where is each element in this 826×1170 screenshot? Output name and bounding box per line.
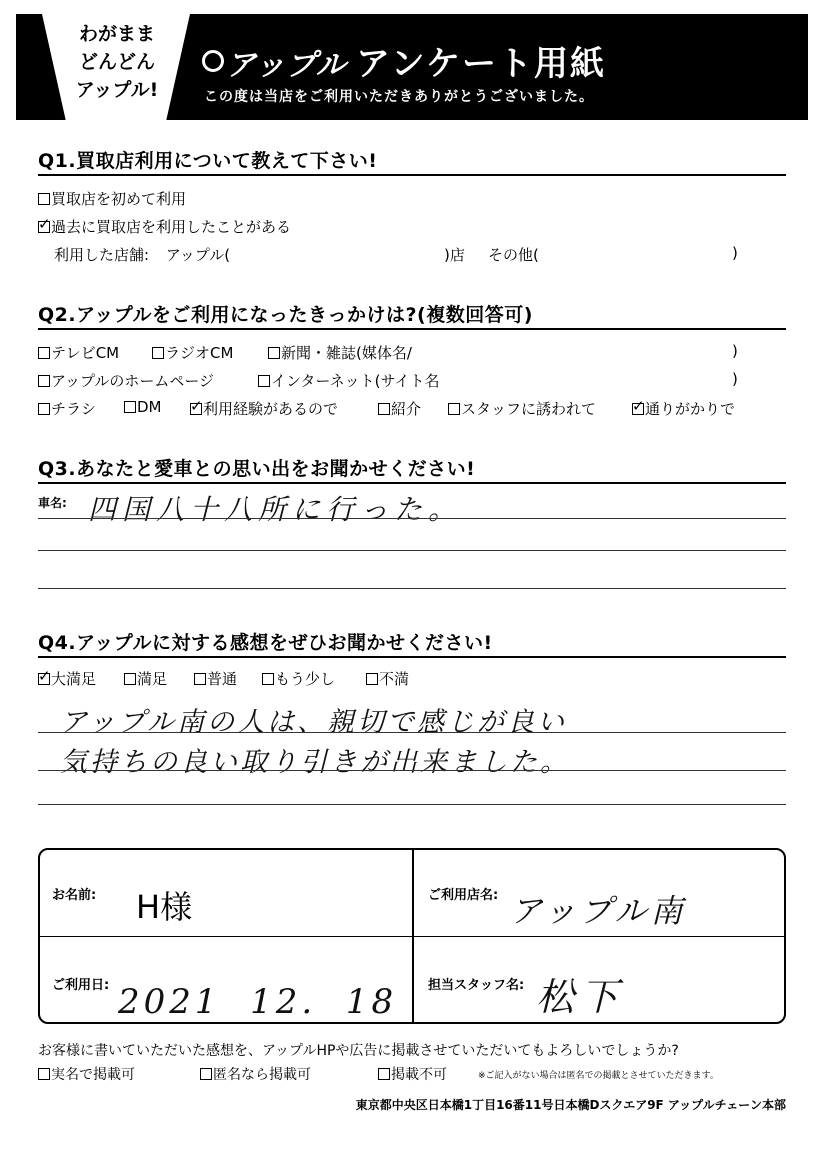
q1-store-close: )店 xyxy=(444,246,465,264)
consent-real-name[interactable]: 実名で掲載可 xyxy=(38,1064,135,1084)
q1-rule xyxy=(38,174,786,176)
q2-option-staff[interactable]: スタッフに誘われて xyxy=(448,398,596,419)
header-banner xyxy=(16,14,808,120)
header-subtitle: この度は当店をご利用いただきありがとうございました。 xyxy=(204,89,594,105)
q2-title: Q2.アップルをご利用になったきっかけは?(複数回答可) xyxy=(38,304,533,326)
q4-option-normal[interactable]: 普通 xyxy=(194,668,237,689)
consent-note: ※ご記入がない場合は匿名での掲載とさせていただきます。 xyxy=(478,1071,719,1081)
staff-name-value: 松下 xyxy=(536,975,625,1019)
q1-store-other-close: ) xyxy=(732,244,738,262)
name-label: お名前: xyxy=(52,888,97,903)
checkbox-checked[interactable] xyxy=(632,403,644,415)
checkbox-checked[interactable] xyxy=(38,221,50,233)
q2-option-referral[interactable]: 紹介 xyxy=(378,398,421,419)
checkbox[interactable] xyxy=(378,403,390,415)
checkbox[interactable] xyxy=(194,673,206,685)
slogan-text: わがまま どんどん アップル! xyxy=(75,23,159,101)
consent-no-publish[interactable]: 掲載不可 xyxy=(378,1064,447,1084)
q3-handwritten-answer: 四国八十八所に行った。 xyxy=(88,493,463,526)
q3-line xyxy=(38,588,786,589)
hq-address: 東京都中央区日本橋1丁目16番11号日本橋Dスクエア9F アップルチェーン本部 xyxy=(355,1098,786,1112)
q1-option-used-before[interactable]: ✓過去に買取店を利用したことがある xyxy=(38,216,291,237)
q4-handwritten-line2: 気持ちの良い取り引きが出来ました。 xyxy=(60,747,570,778)
publication-question: お客様に書いていただいた感想を、アップルHPや広告に掲載させていただいてもよろしいでしょうか? xyxy=(38,1043,679,1059)
apple-logo-icon xyxy=(202,50,224,72)
info-horizontal-divider xyxy=(38,936,786,937)
q3-title: Q3.あなたと愛車との思い出をお聞かせください! xyxy=(38,458,476,480)
staff-name-label: 担当スタッフ名: xyxy=(428,978,525,993)
checkbox[interactable] xyxy=(38,193,50,205)
checkbox[interactable] xyxy=(124,401,136,413)
q2-row1-close: ) xyxy=(732,342,738,360)
checkbox[interactable] xyxy=(200,1068,212,1080)
q1-store-line: 利用した店舗: アップル( xyxy=(54,246,231,264)
q3-line xyxy=(38,550,786,551)
checkbox-checked[interactable] xyxy=(38,673,50,685)
q1-store-other: その他( xyxy=(488,246,539,264)
q3-rule xyxy=(38,482,786,484)
checkbox[interactable] xyxy=(38,403,50,415)
q4-option-dissatisfied[interactable]: 不満 xyxy=(366,668,409,689)
q2-option-flyer[interactable]: チラシ xyxy=(38,398,96,419)
q4-option-very-satisfied[interactable]: ✓大満足 xyxy=(38,668,96,689)
checkbox[interactable] xyxy=(38,375,50,387)
q4-option-so-so[interactable]: もう少し xyxy=(262,668,335,689)
checkbox[interactable] xyxy=(258,375,270,387)
name-value: H様 xyxy=(136,888,193,926)
q2-rule xyxy=(38,328,786,330)
q4-rule xyxy=(38,656,786,658)
q4-title: Q4.アップルに対する感想をぜひお聞かせください! xyxy=(38,632,493,654)
q1-title: Q1.買取店利用について教えて下さい! xyxy=(38,150,378,172)
q4-line xyxy=(38,732,786,733)
q2-option-homepage[interactable]: アップルのホームページ xyxy=(38,370,214,391)
q4-line xyxy=(38,770,786,771)
q2-option-newspaper[interactable]: 新聞・雑誌(媒体名/ xyxy=(268,342,412,363)
q4-line xyxy=(38,804,786,805)
checkbox[interactable] xyxy=(366,673,378,685)
store-name-value: アップル南 xyxy=(510,892,687,930)
visit-date-value: 2021 12. 18 xyxy=(118,982,398,1022)
q2-option-internet[interactable]: インターネット(サイト名 xyxy=(258,370,439,391)
q4-handwritten-line1: アップル南の人は、親切で感じが良い xyxy=(60,707,568,738)
brand-logo: アップル xyxy=(226,48,347,83)
q3-line xyxy=(38,518,786,519)
q1-option-first-time[interactable]: 買取店を初めて利用 xyxy=(38,188,186,209)
store-name-label: ご利用店名: xyxy=(428,888,499,903)
q2-option-tv[interactable]: テレビCM xyxy=(38,342,119,363)
q2-row2-close: ) xyxy=(732,370,738,388)
q2-option-radio[interactable]: ラジオCM xyxy=(152,342,233,363)
consent-anonymous[interactable]: 匿名なら掲載可 xyxy=(200,1064,311,1084)
checkbox[interactable] xyxy=(152,347,164,359)
checkbox[interactable] xyxy=(448,403,460,415)
checkbox-checked[interactable] xyxy=(190,403,202,415)
q2-option-experience[interactable]: ✓ 利用経験があるので xyxy=(190,398,338,419)
checkbox[interactable] xyxy=(378,1068,390,1080)
q2-option-passing-by[interactable]: ✓ 通りがかりで xyxy=(632,398,735,419)
q4-option-satisfied[interactable]: 満足 xyxy=(124,668,167,689)
checkbox[interactable] xyxy=(262,673,274,685)
q3-car-label: 車名: xyxy=(38,496,67,510)
form-title: アンケート用紙 xyxy=(356,44,606,84)
q2-option-dm[interactable]: DM xyxy=(124,398,162,416)
checkbox[interactable] xyxy=(38,1068,50,1080)
checkbox[interactable] xyxy=(268,347,280,359)
checkbox[interactable] xyxy=(38,347,50,359)
checkbox[interactable] xyxy=(124,673,136,685)
visit-date-label: ご利用日: xyxy=(52,978,110,993)
